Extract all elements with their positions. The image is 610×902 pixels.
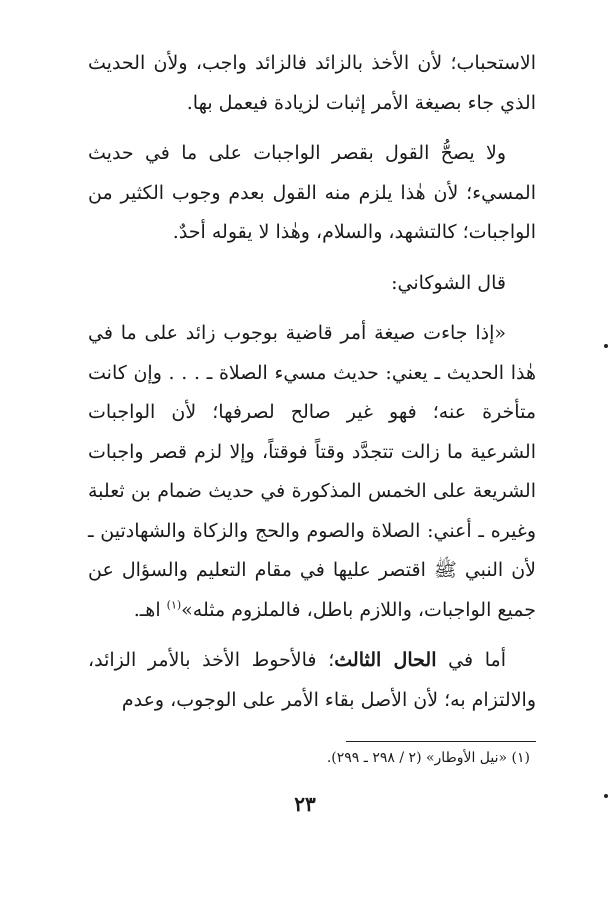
paragraph-continuation bbox=[88, 44, 536, 123]
paragraph-third-case bbox=[88, 641, 536, 720]
margin-dot bbox=[604, 794, 608, 798]
quotation-ending: اهـ. bbox=[133, 598, 167, 621]
paragraph-text: قال الشوكاني: bbox=[391, 271, 506, 294]
footnote-reference[interactable]: (١) bbox=[166, 598, 182, 612]
paragraph-text: ولا يصحُّ القول بقصر الواجبات على ما في حديث المسيء؛ لأن هٰذا يلزم منه القول بعدم وجوب الكثير من الواجبات؛ كالتشهد، والسلام، وهٰذا لا يقوله أحدٌ. bbox=[88, 142, 536, 243]
page-number: ٢٣ bbox=[294, 792, 316, 816]
footnote bbox=[110, 746, 530, 770]
paragraph-quotation bbox=[88, 314, 536, 630]
paragraph-text: ؛ فالأحوط الأخذ بالأمر الزائد، والالتزام به؛ لأن الأصل بقاء الأمر على الوجوب، وعدم bbox=[88, 649, 536, 711]
footnote-text: (١) «نيل الأوطار» (٢ / ٢٩٨ ـ ٢٩٩). bbox=[326, 750, 530, 766]
quotation-text: «إذا جاءت صيغة أمر قاضية بوجوب زائد على ما في هٰذا الحديث ـ يعني: حديث مسيء الصلاة ـ . . . وإن كانت متأخرة عنه؛ فهو غير صالح لصرفها؛ لأن الواجبات الشرعية ما زالت تتجدَّد وقتاً فوقتاً، وإلا لزم قصر واجبات الشريعة على الخمس المذكورة في حديث ضمام بن ثعلبة وغيره ـ أعني: الصلاة والصوم والحج والزكاة والشهادتين ـ لأن النبي ﷺ اقتصر عليها في مقام التعليم والسؤال عن جميع الواجبات، واللازم باطل، فالملزوم مثله» bbox=[88, 322, 536, 621]
margin-dot bbox=[604, 344, 608, 348]
footnote-separator bbox=[346, 741, 536, 742]
paragraph-shawkani-intro bbox=[88, 264, 536, 304]
bold-heading-third-case: الحال الثالث bbox=[334, 649, 437, 671]
paragraph-text: الاستحباب؛ لأن الأخذ بالزائد فالزائد واجب، ولأن الحديث الذي جاء بصيغة الأمر إثبات لزيادة فيعمل بها. bbox=[88, 52, 536, 114]
main-text bbox=[88, 44, 536, 720]
paragraph-prefix: أما في bbox=[436, 649, 507, 671]
paragraph-shortening-obligations bbox=[88, 134, 536, 253]
